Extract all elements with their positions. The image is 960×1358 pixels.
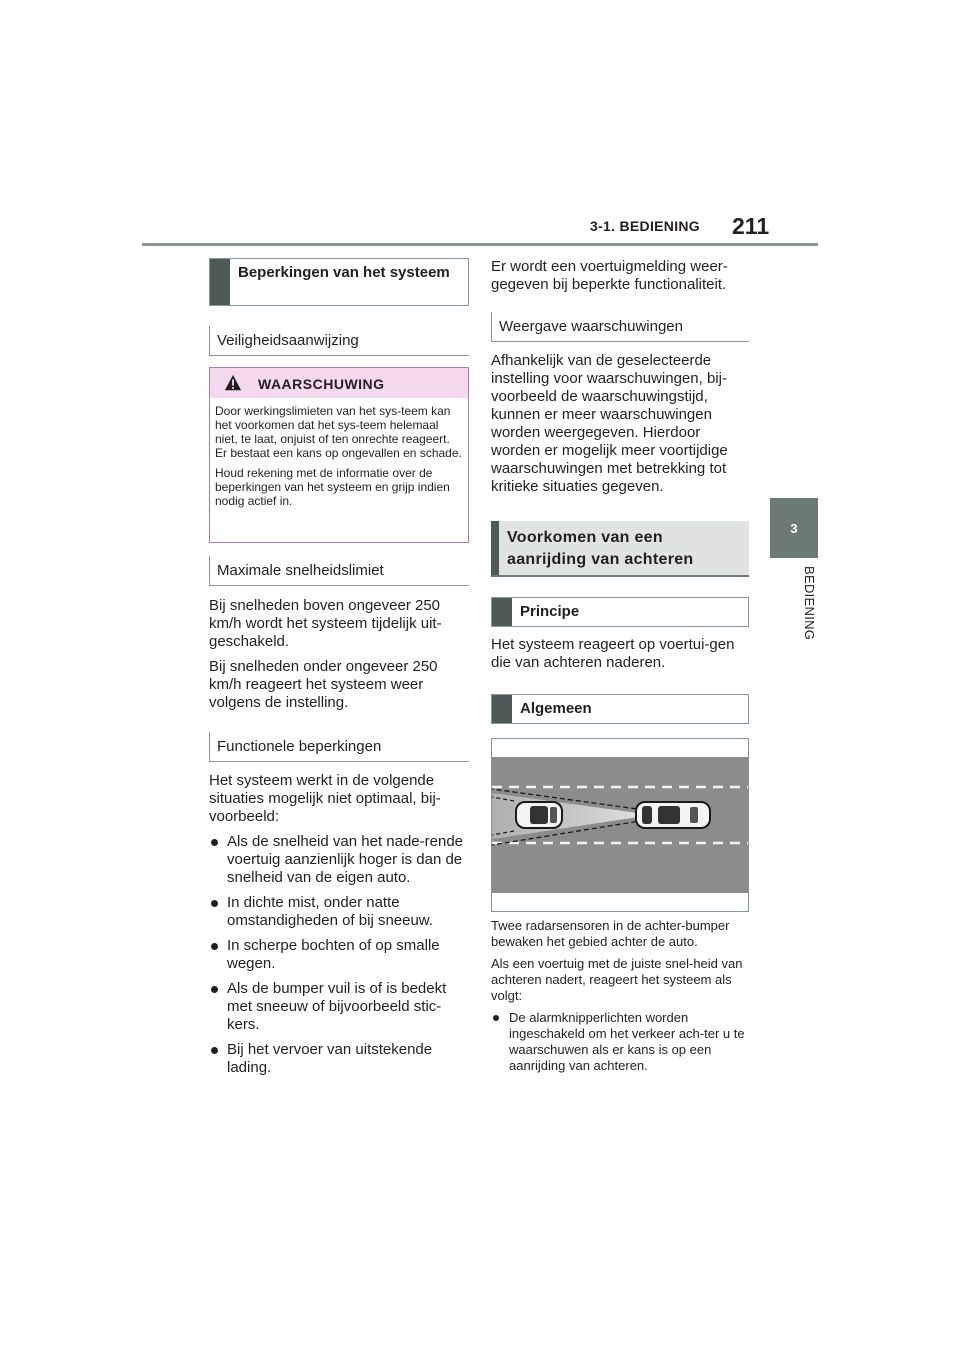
list-item: In dichte mist, onder natte omstandigheden of bij sneeuw.: [209, 894, 471, 930]
general-list: [491, 1010, 753, 1074]
own-car-icon: [636, 802, 710, 828]
approaching-car-icon: [516, 802, 562, 828]
heading-line-1: Voorkomen van een: [507, 529, 663, 546]
heading-general-title: Algemeen: [520, 700, 592, 717]
heading-limits-title: Beperkingen van het systeem: [238, 264, 450, 281]
list-item: Als de bumper vuil is of is bedekt met sneeuw of bijvoorbeeld stic-kers.: [209, 980, 471, 1034]
warning-title: WAARSCHUWING: [258, 376, 385, 392]
warning-paragraph-1: Door werkingslimieten van het sys-teem kan het voorkomen dat het sys-teem helemaal niet, te laat, onjuist of ten onrechte reageert. Er bestaat een kans op ongevallen en schade.: [215, 404, 462, 460]
subhead-speed-title: Maximale snelheidslimiet: [217, 562, 384, 579]
subhead-safety-title: Veiligheidsaanwijzing: [217, 332, 359, 349]
heading-line-2: aanrijding van achteren: [507, 551, 694, 568]
speed-text: [209, 597, 471, 719]
list-item: Als de snelheid van het nade-rende voertuig aanzienlijk hoger is dan de snelheid van de eigen auto.: [209, 833, 471, 887]
display-paragraph: Afhankelijk van de geselecteerde instelling voor waarschuwingen, bij-voorbeeld de waarschuwingstijd, kunnen er meer waarschuwingen worden weergegeven. Hierdoor worden er mogelijk meer voortijdige waarschuwingen met betrekking tot kritieke situaties gegeven.: [491, 352, 728, 495]
warning-paragraph-2: Houd rekening met de informatie over de beperkingen van het systeem en grijp indien nodig actief in.: [215, 466, 450, 508]
subhead-safety: [209, 326, 469, 356]
functional-text: [209, 772, 471, 1084]
list-item: De alarmknipperlichten worden ingeschakeld om het verkeer ach-ter u te waarschuwen als er kans is op een aanrijding van achteren.: [491, 1010, 753, 1074]
page-number: 211: [732, 213, 770, 239]
subhead-functional: [209, 732, 469, 762]
figure-caption: Twee radarsensoren in de achter-bumper bewaken het gebied achter de auto.: [491, 918, 730, 949]
subhead-functional-title: Functionele beperkingen: [217, 738, 382, 755]
subhead-display: [491, 312, 749, 342]
heading-rear-collision-title: [507, 527, 694, 571]
list-item: In scherpe bochten of op smalle wegen.: [209, 937, 471, 973]
chapter-label: BEDIENING: [802, 566, 817, 641]
subhead-display-title: Weergave waarschuwingen: [499, 318, 683, 335]
heading-bar: [492, 695, 512, 723]
section-title: 3-1. BEDIENING: [590, 218, 700, 234]
heading-principle-title: Principe: [520, 603, 580, 620]
warning-header: [210, 368, 468, 398]
display-text: [491, 352, 753, 503]
heading-bar: [210, 259, 230, 305]
radar-illustration: [491, 738, 749, 912]
general-paragraph: Als een voertuig met de juiste snel-heid van achteren nadert, reageert het systeem als volgt:: [491, 956, 743, 1003]
heading-rear-collision: [491, 521, 749, 577]
header-rule: [142, 243, 818, 246]
limited-function-paragraph: Er wordt een voertuigmelding weer-gegeven bij beperkte functionaliteit.: [491, 258, 728, 293]
warning-body: [210, 398, 468, 508]
chapter-number: 3: [790, 520, 798, 536]
limited-function-text: [491, 258, 753, 301]
principle-paragraph: Het systeem reageert op voertui-gen die van achteren naderen.: [491, 636, 735, 671]
subhead-speed: [209, 556, 469, 586]
heading-general: [491, 694, 749, 724]
list-item: Bij het vervoer van uitstekende lading.: [209, 1041, 471, 1077]
heading-bar: [492, 598, 512, 626]
road-diagram: [492, 739, 748, 911]
warning-box: [209, 367, 469, 543]
speed-paragraph-2: Bij snelheden onder ongeveer 250 km/h reageert het systeem weer volgens de instelling.: [209, 658, 438, 711]
principle-text: [491, 636, 753, 679]
heading-bar: [491, 521, 499, 575]
functional-list: [209, 833, 471, 1077]
speed-paragraph-1: Bij snelheden boven ongeveer 250 km/h wordt het systeem tijdelijk uit-geschakeld.: [209, 597, 442, 650]
general-text: [491, 918, 753, 1081]
chapter-tab: [770, 498, 818, 558]
warning-triangle-icon: [224, 374, 242, 392]
heading-limits: [209, 258, 469, 306]
functional-intro: Het systeem werkt in de volgende situaties mogelijk niet optimaal, bij-voorbeeld:: [209, 772, 441, 825]
heading-principle: [491, 597, 749, 627]
